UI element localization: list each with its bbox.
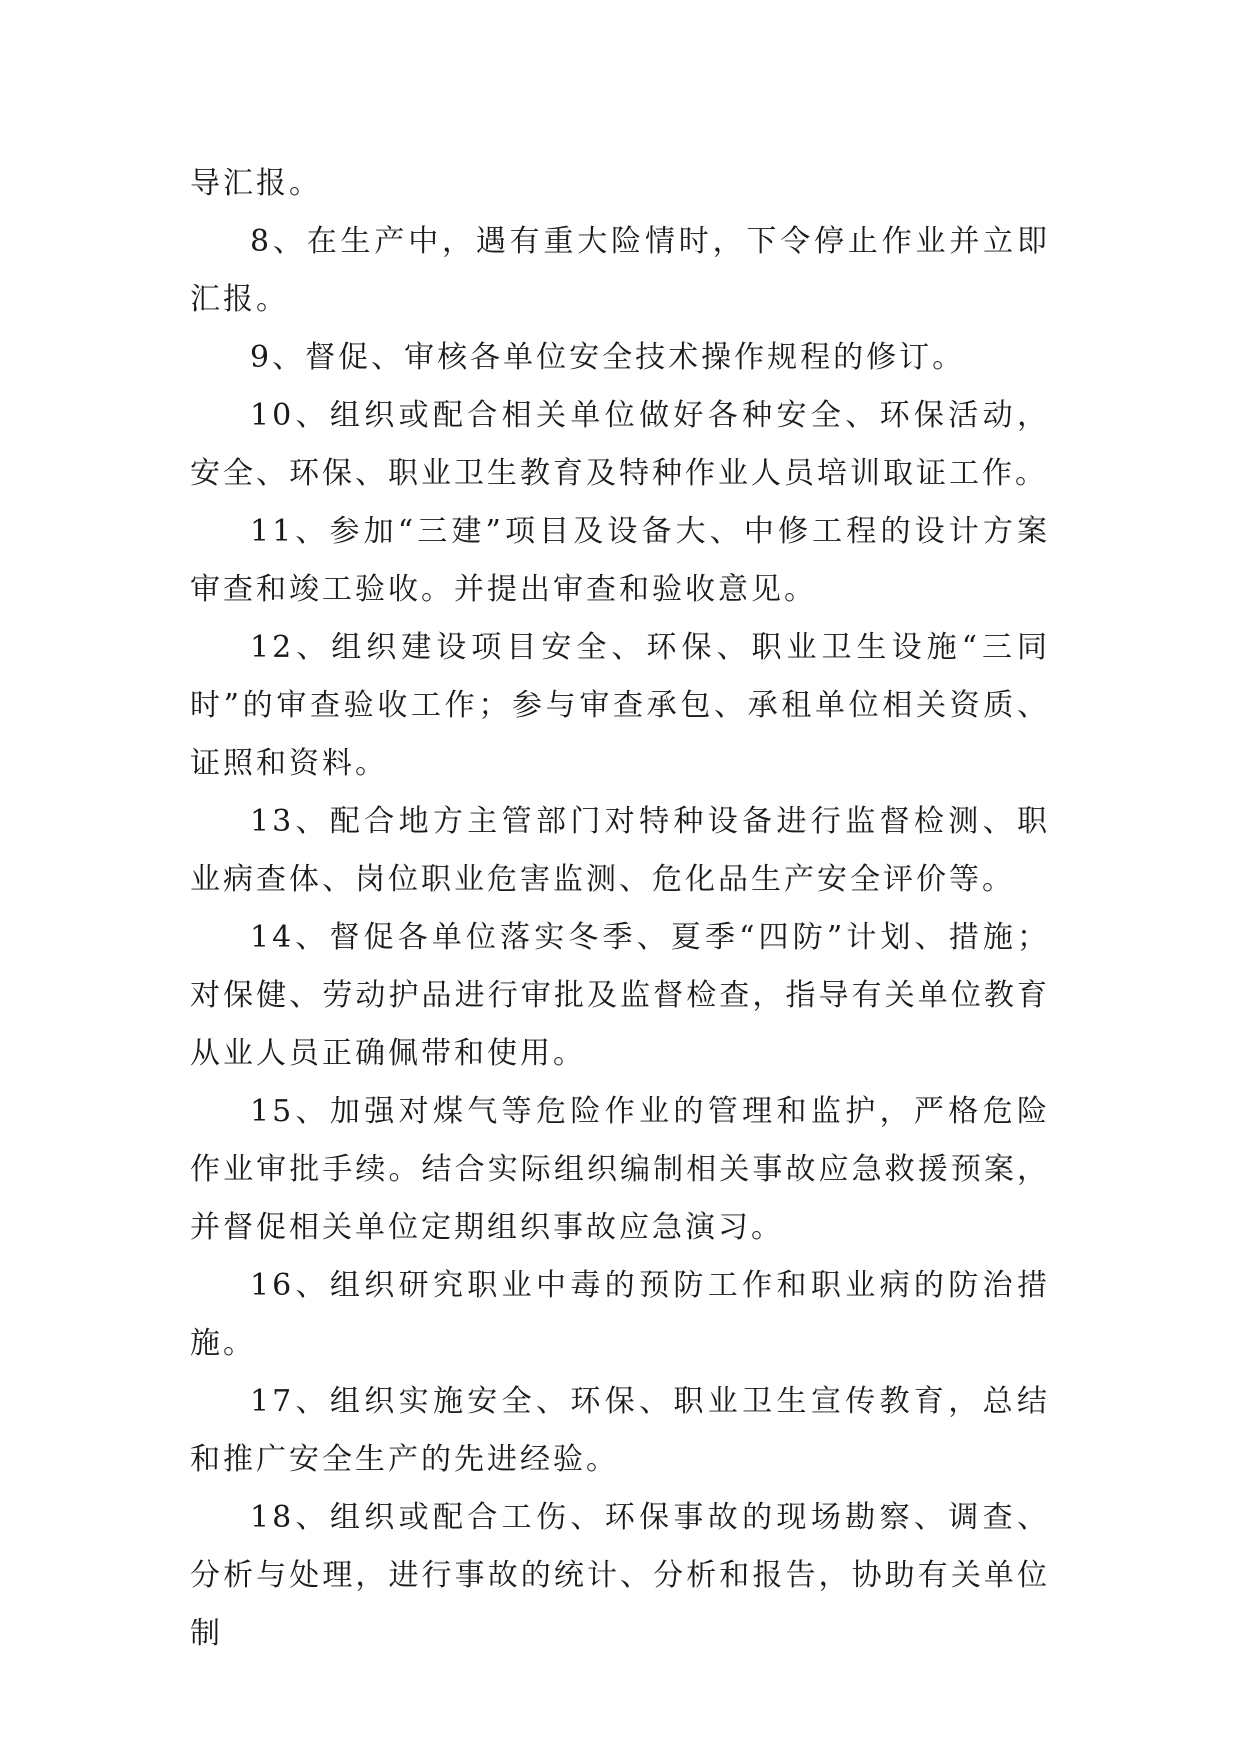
paragraph-item-17: 17、组织实施安全、环保、职业卫生宣传教育，总结和推广安全生产的先进经验。 <box>190 1384 1050 1477</box>
paragraph-item-10: 10、组织或配合相关单位做好各种安全、环保活动，安全、环保、职业卫生教育及特种作业人员培训取证工作。 <box>190 398 1050 491</box>
paragraph-item-13: 13、配合地方主管部门对特种设备进行监督检测、职业病查体、岗位职业危害监测、危化品生产安全评价等。 <box>190 804 1050 897</box>
paragraph-item-18: 18、组织或配合工伤、环保事故的现场勘察、调查、分析与处理，进行事故的统计、分析和报告，协助有关单位制 <box>190 1500 1050 1651</box>
paragraph-item-8: 8、在生产中，遇有重大险情时，下令停止作业并立即汇报。 <box>190 224 1050 317</box>
paragraph-item-12: 12、组织建设项目安全、环保、职业卫生设施“三同时”的审查验收工作；参与审查承包、承租单位相关资质、证照和资料。 <box>190 630 1050 781</box>
document-body <box>190 155 1050 1663</box>
paragraph-item-16: 16、组织研究职业中毒的预防工作和职业病的防治措施。 <box>190 1268 1050 1361</box>
paragraph-item-14: 14、督促各单位落实冬季、夏季“四防”计划、措施；对保健、劳动护品进行审批及监督检查，指导有关单位教育从业人员正确佩带和使用。 <box>190 920 1050 1071</box>
paragraph-item-15: 15、加强对煤气等危险作业的管理和监护，严格危险作业审批手续。结合实际组织编制相关事故应急救援预案，并督促相关单位定期组织事故应急演习。 <box>190 1094 1050 1245</box>
paragraph-item-9: 9、督促、审核各单位安全技术操作规程的修订。 <box>250 340 966 375</box>
paragraph-continuation: 导汇报。 <box>190 166 322 201</box>
paragraph-item-11: 11、参加“三建”项目及设备大、中修工程的设计方案审查和竣工验收。并提出审查和验收意见。 <box>190 514 1050 607</box>
